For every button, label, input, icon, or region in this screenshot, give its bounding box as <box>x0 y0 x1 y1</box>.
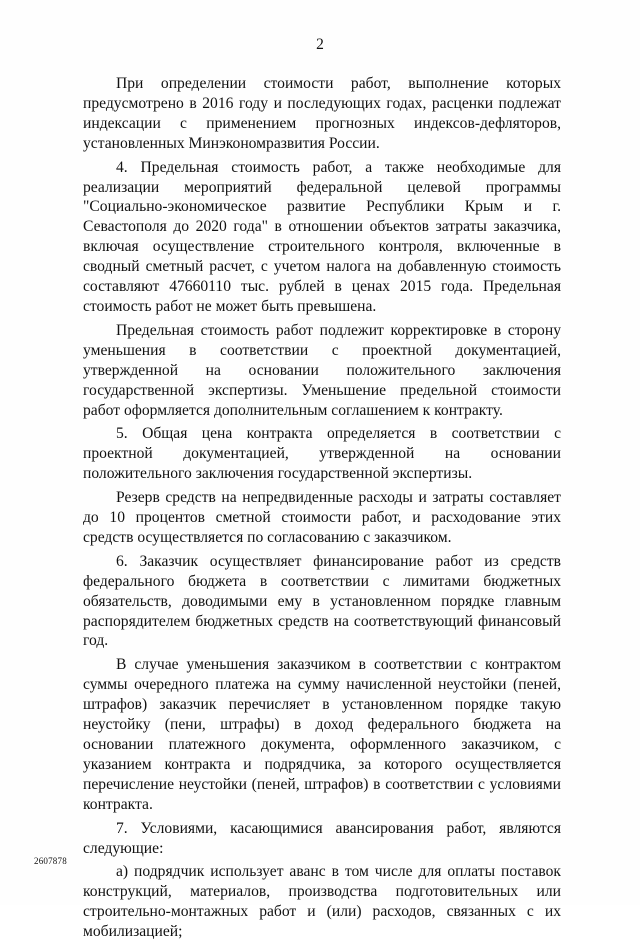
paragraph-item-7a: а) подрядчик использует аванс в том числе для оплаты поставок конструкций, материалов, производства подготовительных или строительно-монтажных работ и (или) расходов, связанных с их мобилизацией; <box>83 863 561 941</box>
paragraph-item-6: 6. Заказчик осуществляет финансирование работ из средств федерального бюджета в соответствии с лимитами бюджетных обязательств, доводимыми ему в установленном порядке главным распорядителем бюджетных средств на соответствующий финансовый год. <box>83 552 561 650</box>
paragraph-indexation: При определении стоимости работ, выполнение которых предусмотрено в 2016 году и последующих годах, расценки подлежат индексации с применением прогнозных индексов-дефляторов, установленных Минэкономразвития России. <box>83 75 561 152</box>
paragraph-reserve: Резерв средств на непредвиденные расходы и затраты составляет до 10 процентов сметной стоимости работ, и расходование этих средств осуществляется по согласованию с заказчиком. <box>83 489 561 546</box>
paragraph-item-7: 7. Условиями, касающимися авансирования работ, являются следующие: <box>83 819 561 857</box>
paragraph-item-5: 5. Общая цена контракта определяется в соответствии с проектной документацией, утвержденной на основании положительного заключения государственной экспертизы. <box>83 425 561 483</box>
paragraph-item-4: 4. Предельная стоимость работ, а также необходимые для реализации мероприятий федеральной целевой программы "Социально-экономическое развитие Республики Крым и г. Севастополя до 2020 года" в отношении объектов затраты заказчика, включая осуществление строительного контроля, включенные в сводный сметный расчет, с учетом налога на добавленную стоимость составляют 47660110 тыс. рублей в ценах 2015 года. Предельная стоимость работ не может быть превышена. <box>83 158 561 315</box>
page-number: 2 <box>316 36 324 53</box>
paragraph-penalty: В случае уменьшения заказчиком в соответствии с контрактом суммы очередного платежа на сумму начисленной неустойки (пеней, штрафов) заказчик перечисляет в установленном порядке такую неустойку (пени, штрафы) в доход федерального бюджета на основании платежного документа, оформленного заказчиком, с указанием контракта и подрядчика, за которого осуществляется перечисление неустойки (пеней, штрафов) в соответствии с условиями контракта. <box>83 656 561 813</box>
document-body <box>83 74 561 946</box>
document-code: 2607878 <box>34 856 67 866</box>
paragraph-price-adjustment: Предельная стоимость работ подлежит корректировке в сторону уменьшения в соответствии с проектной документацией, утвержденной на основании положительного заключения государственной экспертизы. Уменьшение предельной стоимости работ оформляется дополнительным соглашением к контракту. <box>83 321 561 419</box>
